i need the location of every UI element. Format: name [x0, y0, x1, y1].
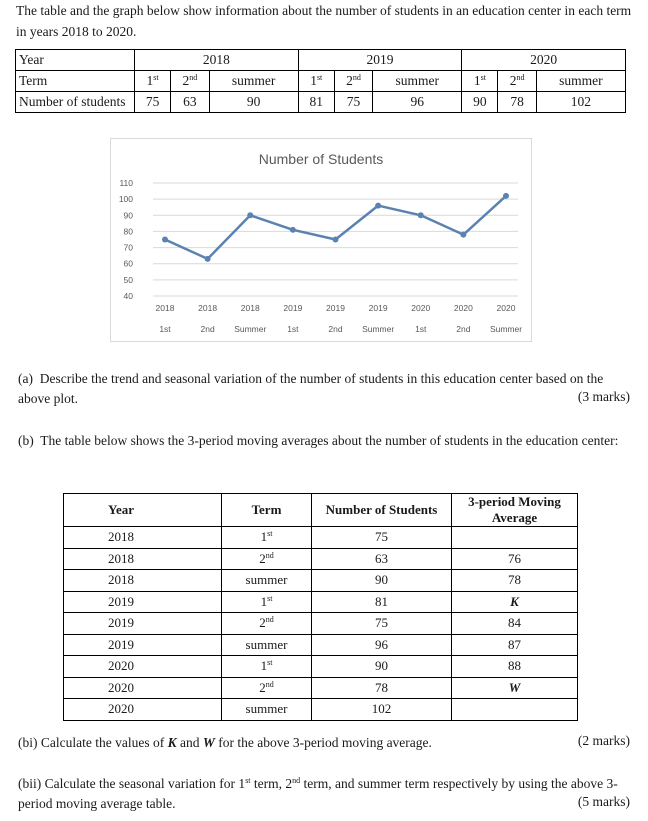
data-point — [418, 212, 424, 218]
term-cell: summer — [373, 71, 462, 92]
y-tick-label: 90 — [123, 210, 133, 221]
data-point — [247, 212, 253, 218]
question-bii-marks: (5 marks) — [577, 794, 630, 809]
year-cell: 2019 — [64, 591, 222, 613]
moving-average-cell — [452, 699, 578, 721]
question-a: (a) Describe the trend and seasonal variation of the number of students in this education center based on the above plot. — [18, 371, 604, 406]
year-cell: 2020 — [64, 677, 222, 699]
column-header: Year — [64, 494, 222, 527]
x-tick-year: 2018 — [240, 303, 260, 313]
term-cell: 1st — [298, 71, 334, 92]
term-cell: 2nd — [222, 677, 312, 699]
row-label: Number of students — [16, 92, 135, 113]
question-b: (b) The table below shows the 3-period moving averages about the number of students in the education center: — [18, 433, 619, 448]
term-cell: 1st — [135, 71, 171, 92]
x-tick-year: 2018 — [155, 303, 175, 313]
table-row — [64, 613, 578, 635]
count-cell: 81 — [312, 591, 452, 613]
moving-average-body — [64, 527, 578, 721]
y-tick-label: 70 — [123, 242, 133, 253]
y-tick-label: 80 — [123, 226, 133, 237]
row-label: Year — [16, 50, 135, 71]
year-cell: 2019 — [64, 634, 222, 656]
data-point — [503, 193, 509, 199]
question-a-marks: (3 marks) — [577, 389, 630, 404]
count-cell: 90 — [312, 656, 452, 678]
table-row — [16, 71, 626, 92]
count-cell: 102 — [312, 699, 452, 721]
x-tick-year: 2019 — [368, 303, 388, 313]
intro-text: The table and the graph below show information about the number of students in an education center in each term in years 2018 to 2020. — [16, 3, 632, 39]
y-tick-label: 110 — [119, 178, 133, 188]
x-tick-year: 2020 — [496, 303, 516, 313]
data-point — [290, 227, 296, 233]
series-line — [165, 196, 506, 259]
x-tick-term: 2nd — [328, 324, 343, 334]
moving-average-cell: K — [452, 591, 578, 613]
year-cell: 2018 — [135, 50, 299, 71]
count-cell: 96 — [373, 92, 462, 113]
year-cell: 2019 — [298, 50, 462, 71]
x-tick-year: 2020 — [453, 303, 473, 313]
count-cell: 78 — [498, 92, 536, 113]
term-cell: summer — [209, 71, 298, 92]
count-cell: 63 — [171, 92, 209, 113]
x-tick-term: Summer — [234, 324, 267, 334]
count-cell: 90 — [312, 570, 452, 592]
term-cell: 2nd — [498, 71, 536, 92]
x-tick-term: Summer — [362, 324, 395, 334]
y-tick-label: 100 — [118, 194, 133, 205]
question-bi: (bi) Calculate the values of K and W for the above 3-period moving average. — [18, 735, 432, 750]
table-row — [16, 92, 626, 113]
term-cell: 1st — [462, 71, 498, 92]
term-cell: summer — [222, 634, 312, 656]
term-cell: 2nd — [222, 548, 312, 570]
x-tick-term: 1st — [159, 324, 171, 334]
count-cell: 78 — [312, 677, 452, 699]
count-cell: 90 — [209, 92, 298, 113]
year-cell: 2020 — [64, 699, 222, 721]
count-cell: 90 — [462, 92, 498, 113]
chart-series — [162, 193, 509, 262]
term-cell: 2nd — [222, 613, 312, 635]
data-table — [15, 49, 626, 113]
x-tick-term: 2nd — [200, 324, 215, 334]
x-tick-term: 1st — [415, 324, 427, 334]
year-cell: 2020 — [462, 50, 626, 71]
y-tick-label: 60 — [123, 258, 133, 269]
table-row — [64, 656, 578, 678]
count-cell: 81 — [298, 92, 334, 113]
moving-average-cell: 76 — [452, 548, 578, 570]
data-point — [333, 237, 339, 243]
year-cell: 2020 — [64, 656, 222, 678]
count-cell: 96 — [312, 634, 452, 656]
term-cell: summer — [536, 71, 625, 92]
table-row — [16, 50, 626, 71]
term-cell: summer — [222, 570, 312, 592]
data-point — [375, 203, 381, 209]
table-row — [64, 634, 578, 656]
column-header: Number of Students — [312, 494, 452, 527]
x-tick-term: 2nd — [456, 324, 471, 334]
x-tick-year: 2019 — [283, 303, 303, 313]
table-row — [64, 570, 578, 592]
table-row — [64, 677, 578, 699]
data-point — [205, 256, 211, 262]
moving-average-cell: 87 — [452, 634, 578, 656]
count-cell: 75 — [312, 613, 452, 635]
count-cell: 75 — [312, 527, 452, 549]
count-cell: 75 — [334, 92, 372, 113]
x-axis — [156, 303, 523, 334]
count-cell: 75 — [135, 92, 171, 113]
data-point — [162, 237, 168, 243]
line-chart — [110, 138, 532, 342]
chart-canvas — [111, 139, 531, 341]
x-tick-term: Summer — [489, 324, 523, 334]
term-cell: 1st — [222, 591, 312, 613]
x-tick-year: 2020 — [411, 303, 431, 313]
term-cell: 1st — [222, 656, 312, 678]
row-label: Term — [16, 71, 135, 92]
count-cell: 63 — [312, 548, 452, 570]
question-bi-marks: (2 marks) — [577, 733, 630, 748]
data-point — [460, 232, 466, 238]
column-header: Term — [222, 494, 312, 527]
x-tick-year: 2018 — [198, 303, 218, 313]
x-tick-year: 2019 — [326, 303, 345, 313]
term-cell: 1st — [222, 527, 312, 549]
y-axis — [119, 178, 133, 301]
term-cell: 2nd — [171, 71, 209, 92]
moving-average-cell: 88 — [452, 656, 578, 678]
y-tick-label: 50 — [123, 274, 133, 285]
question-bii: (bii) Calculate the seasonal variation for 1st term, 2nd term, and summer term respectively by using the above 3-period moving average table. — [18, 776, 618, 811]
term-cell: summer — [222, 699, 312, 721]
table-row — [64, 699, 578, 721]
year-cell: 2018 — [64, 548, 222, 570]
term-cell: 2nd — [334, 71, 372, 92]
year-cell: 2019 — [64, 613, 222, 635]
count-cell: 102 — [536, 92, 625, 113]
table-header-row — [64, 494, 578, 527]
year-cell: 2018 — [64, 527, 222, 549]
table-row — [64, 591, 578, 613]
moving-average-table — [63, 493, 578, 721]
table-row — [64, 548, 578, 570]
column-header: 3-period Moving Average — [452, 494, 578, 527]
moving-average-cell — [452, 527, 578, 549]
chart-title: Number of Students — [258, 151, 384, 167]
moving-average-cell: 78 — [452, 570, 578, 592]
table-row — [64, 527, 578, 549]
x-tick-term: 1st — [287, 324, 299, 334]
year-cell: 2018 — [64, 570, 222, 592]
moving-average-cell: W — [452, 677, 578, 699]
y-tick-label: 40 — [123, 291, 133, 301]
moving-average-cell: 84 — [452, 613, 578, 635]
